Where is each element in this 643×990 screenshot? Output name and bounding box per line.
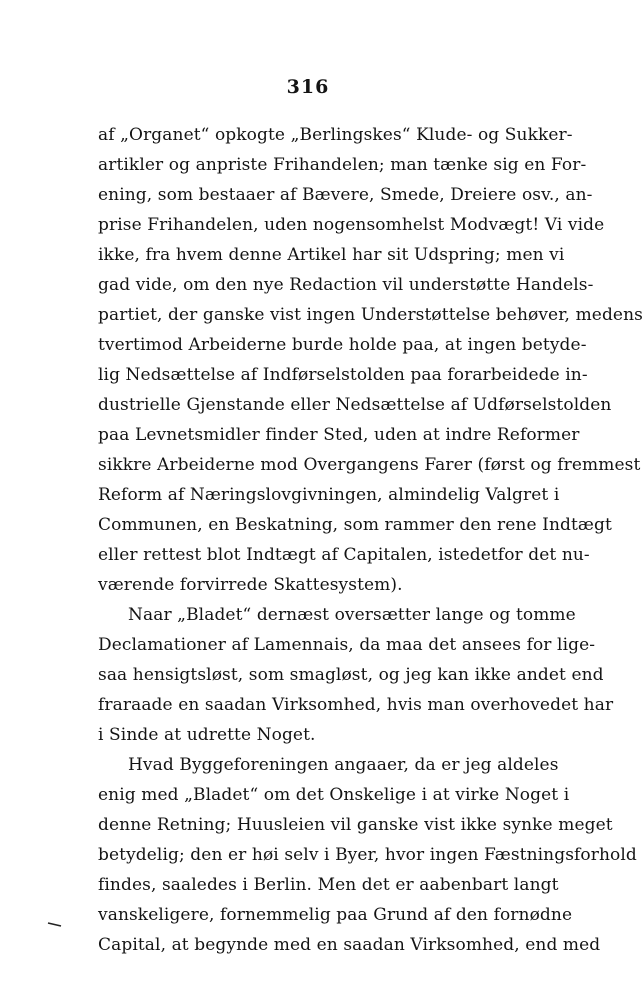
text-line: værende forvirrede Skattesystem). <box>98 575 403 595</box>
text-line: Reform af Næringslovgivningen, almindelig Valgret i <box>98 485 560 505</box>
text-line: vanskeligere, fornemmelig paa Grund af den fornødne <box>98 905 573 925</box>
text-line: Capital, at begynde med en saadan Virksomhed, end med <box>98 935 601 955</box>
text-line: ikke, fra hvem denne Artikel har sit Udspring; men vi <box>98 245 565 265</box>
text-line: Hvad Byggeforeningen angaaer, da er jeg aldeles <box>128 755 559 775</box>
text-line: denne Retning; Huusleien vil ganske vist ikke synke meget <box>98 815 613 835</box>
text-line: gad vide, om den nye Redaction vil understøtte Handels- <box>98 275 594 295</box>
text-line: dustrielle Gjenstande eller Nedsættelse af Udførselstolden <box>98 395 612 415</box>
text-line: i Sinde at udrette Noget. <box>98 725 316 745</box>
text-line: enig med „Bladet“ om det Onskelige i at virke Noget i <box>98 785 570 805</box>
text-line: tvertimod Arbeiderne burde holde paa, at ingen betyde- <box>98 335 587 355</box>
text-line: Communen, en Beskatning, som rammer den rene Indtægt <box>98 515 612 535</box>
text-line: partiet, der ganske vist ingen Understøttelse behøver, medens <box>98 305 643 325</box>
text-line: artikler og anpriste Frihandelen; man tænke sig en For- <box>98 155 587 175</box>
text-line: findes, saaledes i Berlin. Men det er aabenbart langt <box>98 875 559 895</box>
text-line: Declamationer af Lamennais, da maa det ansees for lige- <box>98 635 596 655</box>
text-line: af „Organet“ opkogte „Berlingskes“ Klude- og Sukker- <box>98 125 573 145</box>
text-line: sikkre Arbeiderne mod Overgangens Farer (først og fremmest <box>98 455 641 475</box>
text-line: lig Nedsættelse af Indførselstolden paa forarbeidede in- <box>98 365 588 385</box>
page-number: 316 <box>286 76 330 98</box>
text-line: fraraade en saadan Virksomhed, hvis man overhovedet har <box>98 695 614 715</box>
text-line: prise Frihandelen, uden nogensomhelst Modvægt! Vi vide <box>98 215 605 235</box>
text-line: betydelig; den er høi selv i Byer, hvor ingen Fæstningsforhold <box>98 845 637 865</box>
text-line: saa hensigtsløst, som smagløst, og jeg kan ikke andet end <box>98 665 604 685</box>
text-line: eller rettest blot Indtægt af Capitalen, istedetfor det nu- <box>98 545 590 565</box>
text-line: Naar „Bladet“ dernæst oversætter lange og tomme <box>128 605 576 625</box>
margin-mark <box>48 922 62 928</box>
body-text <box>98 120 643 960</box>
text-line: ening, som bestaaer af Bævere, Smede, Dreiere osv., an- <box>98 185 593 205</box>
text-line: paa Levnetsmidler finder Sted, uden at indre Reformer <box>98 425 580 445</box>
